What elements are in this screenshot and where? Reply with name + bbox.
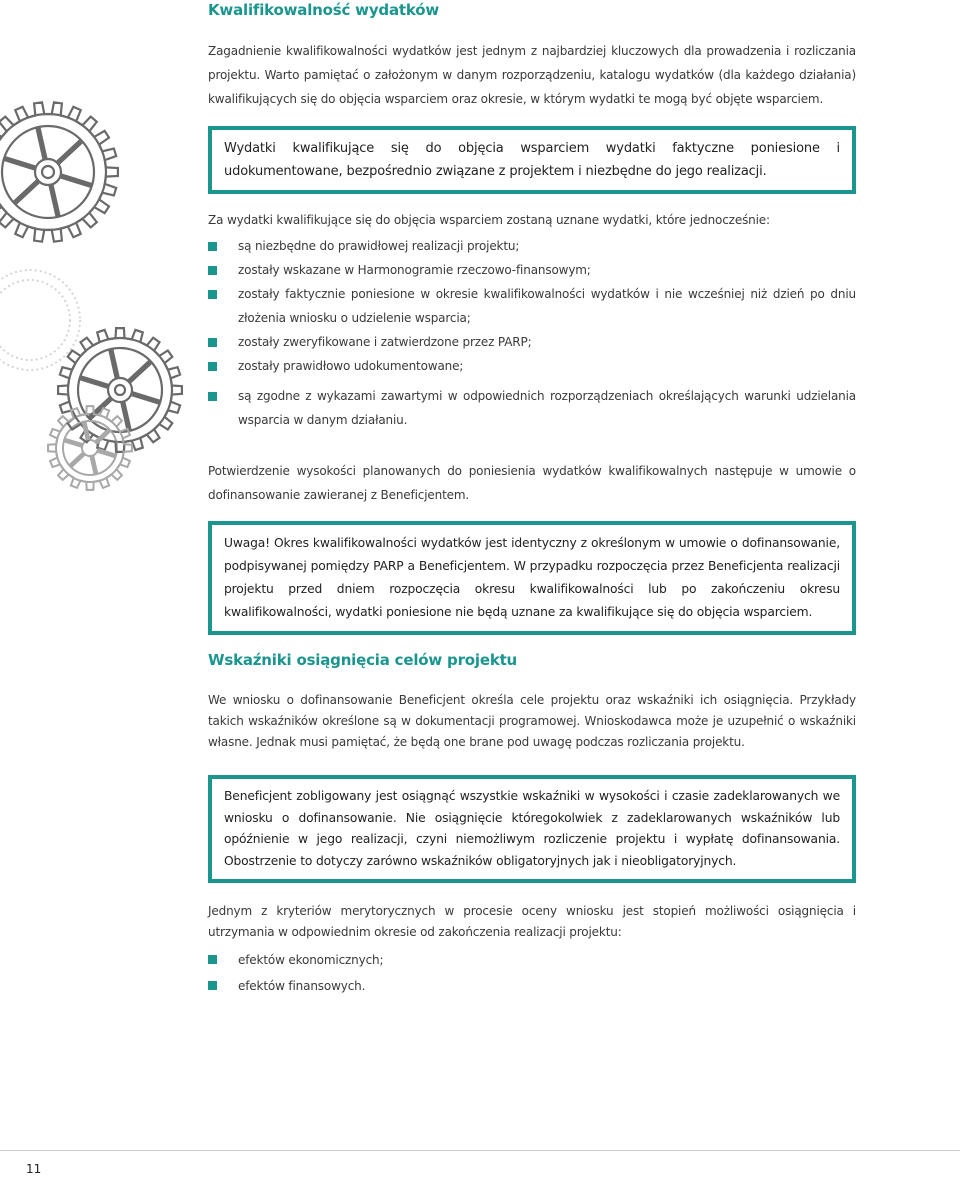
list-item-text: zostały faktycznie poniesione w okresie kwalifikowalności wydatków i nie wcześniej niż dzień po dniu złożenia wniosku o udzielenie wsparcia; (238, 287, 856, 325)
gear-small-icon (56, 414, 124, 482)
warning-box (208, 521, 856, 635)
list-item-text: efektów finansowych. (238, 979, 366, 993)
intro-text: Zagadnienie kwalifikowalności wydatków jest jednym z najbardziej kluczowych dla prowadzenia i rozliczania projektu. Warto pamiętać o założonym w danym rozporządzeniu, katalogu wydatków (dla każdego działania) kwalifikujących się do objęcia wsparciem oraz okresie, w którym wydatki te mogą być objęte wsparciem. (208, 44, 856, 106)
bullet-square-icon (208, 362, 217, 371)
bullet-square-icon (208, 266, 217, 275)
gear-teeth-icon (0, 102, 118, 241)
list-item-text: są niezbędne do prawidłowej realizacji projektu; (238, 239, 520, 253)
eligibility-list (208, 234, 856, 432)
eligibility-list-intro: Za wydatki kwalifikujące się do objęcia wsparciem zostaną uznane wydatki, które jednocześnie: (208, 213, 770, 227)
definition-text: Wydatki kwalifikujące się do objęcia wsparciem wydatki faktyczne poniesione i udokumentowane, bezpośrednio związane z projektem i niezbędne do jego realizacji. (224, 141, 840, 179)
bullet-square-icon (208, 242, 217, 251)
list-item (208, 258, 856, 282)
bullet-square-icon (208, 290, 217, 299)
criteria-block (208, 901, 856, 999)
list-item-text: zostały zweryfikowane i zatwierdzone przez PARP; (238, 335, 532, 349)
definition-box (208, 126, 856, 194)
section-title-wskazniki: Wskaźniki osiągnięcia celów projektu (208, 651, 518, 669)
list-item-text: zostały prawidłowo udokumentowane; (238, 359, 464, 373)
eligibility-list-block (208, 208, 856, 432)
intro-paragraph (208, 39, 856, 111)
effects-list (208, 947, 856, 999)
bullet-square-icon (208, 392, 217, 401)
bullet-square-icon (208, 981, 217, 990)
list-item-text: zostały wskazane w Harmonogramie rzeczowo-finansowym; (238, 263, 591, 277)
indicators-text: We wniosku o dofinansowanie Beneficjent określa cele projektu oraz wskaźniki ich osiągnięcia. Przykłady takich wskaźników określone są w dokumentacji programowej. Wnioskodawca może je uzupełnić o wskaźniki własne. Jednak musi pamiętać, że będą one brane pod uwagę podczas rozliczania projektu. (208, 693, 856, 749)
list-item (208, 947, 856, 973)
confirmation-paragraph (208, 459, 856, 507)
obligation-box (208, 775, 856, 883)
section-title-kwalifikowalnosc: Kwalifikowalność wydatków (208, 1, 439, 19)
list-item (208, 973, 856, 999)
list-item (208, 354, 856, 378)
footer-divider (0, 1150, 960, 1151)
indicators-paragraph (208, 690, 856, 753)
bullet-square-icon (208, 955, 217, 964)
list-item-text: efektów ekonomicznych; (238, 953, 384, 967)
obligation-text: Beneficjent zobligowany jest osiągnąć wszystkie wskaźniki w wysokości i czasie zadeklarowanych we wniosku o dofinansowanie. Nie osiągnięcie któregokolwiek z zadeklarowanych wskaźników lub opóźnienie w jego realizacji, czyni niemożliwym rozliczenie projektu i wypłatę dofinansowania. Obostrzenie to dotyczy zarówno wskaźników obligatoryjnych jak i nieobligatoryjnych. (224, 789, 840, 868)
list-item (208, 282, 856, 330)
warning-text: Uwaga! Okres kwalifikowalności wydatków jest identyczny z określonym w umowie o dofinansowanie, podpisywanej pomiędzy PARP a Beneficjentem. W przypadku rozpoczęcia przez Beneficjenta realizacji projektu przed dniem rozpoczęcia okresu kwalifikowalności lub po zakończeniu okresu kwalifikowalności, wydatki poniesione nie będą uznane za kwalifikujące się do objęcia wsparciem. (224, 536, 840, 619)
list-item (208, 234, 856, 258)
bullet-square-icon (208, 338, 217, 347)
gears-icon (0, 90, 200, 510)
page-number: 11 (26, 1162, 42, 1176)
list-item-text: są zgodne z wykazami zawartymi w odpowiednich rozporządzeniach określających warunki udzielania wsparcia w danym działaniu. (238, 389, 856, 427)
confirmation-text: Potwierdzenie wysokości planowanych do poniesienia wydatków kwalifikowalnych następuje w umowie o dofinansowanie zawieranej z Beneficjentem. (208, 464, 856, 502)
list-item (208, 384, 856, 432)
list-item (208, 330, 856, 354)
criteria-text: Jednym z kryteriów merytorycznych w procesie oceny wniosku jest stopień możliwości osiągnięcia i utrzymania w odpowiednim okresie od zakończenia realizacji projektu: (208, 904, 856, 939)
